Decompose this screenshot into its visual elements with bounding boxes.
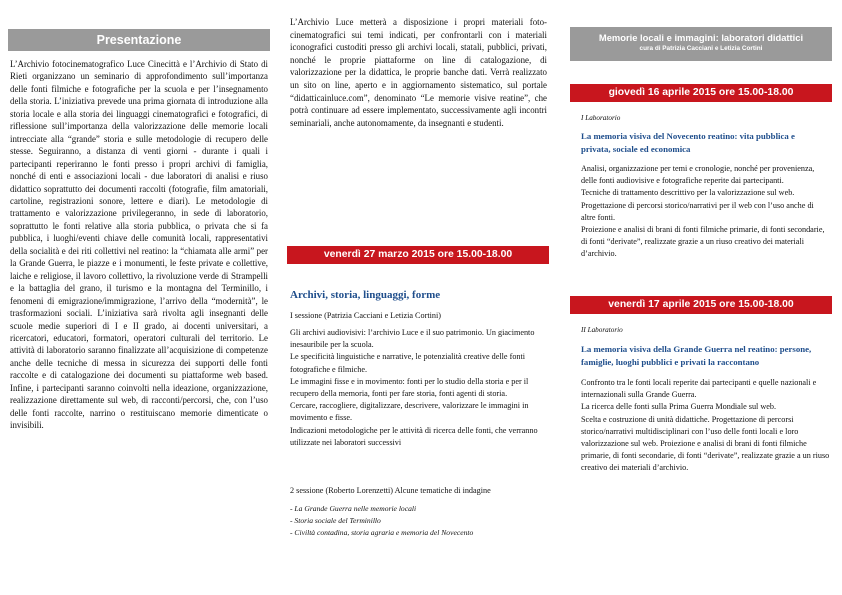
lab-1-description (581, 163, 830, 261)
paragraph: La ricerca delle fonti sulla Prima Guerra Mondiale sul web. (581, 402, 777, 412)
presentazione-body: L’Archivio fotocinematografico Luce Cinecittà e l’Archivio di Stato di Rieti organizzano un seminario di approfondimento sull’importanza delle fonti filmiche e fotografiche per la scuola e per l’insegnamento della storia. L’iniziativa prevede una prima giornata di introduzione alla storia locale e alla storia dei linguaggi cinematografici e fotografici, di riflessione sull’importanza della valorizzazione delle memorie locali intrecciate alla “grande” storia e sulle metodologie di recupero delle stesse. Seguiranno, a distanza di venti giorni - durante i quali i partecipanti reperiranno le fonti presso i propri archivi di famiglia, nonché di enti e associazioni locali - due laboratori di analisi e riuso didattico soprattutto dei documenti raccolti (fotografie, film amatoriali, cartoline, registrazioni sonore, lettere e diari). Le metodologie di trattamento e valorizzazione privilegeranno, in sede di laboratorio, soprattutto le fonti relative alla storia pubblica, o privata che si fa pubblica, i luoghi/eventi chiave delle comunità locali, rappresentativi della socialità e dei riti collettivi nel reatino: la “chiamata alle armi” per la Grande Guerra, le piazze e i monumenti, le feste private e collettive, laiche e religiose, il lavoro collettivo, la rivoluzione verde di Strampelli e la battaglia del grano, il turismo e la montagna del Terminillo, i fenomeni di emigrazione/immigrazione, l’arrivo della “modernità”, le trasformazioni sociali. L’iniziativa sarà rivolta agli insegnanti delle scuole medie superiori di I e II grado, ai docenti universitari, a ricercatori, educatori, formatori, operatori culturali del territorio. Le attività di laboratorio saranno finalizzate all’acquisizione di competenze anche delle tecniche di messa in sicurezza dei supporti delle fonti raccolte e di catalogazione dei documenti su piattaforme web based. Infine, i partecipanti saranno coinvolti nella ideazione, organizzazione, realizzazione direttamente sul web, di racconti/percorsi, che, con l’uso delle fonti raccolte, narrino o restituiscano memorie dimenticate o invisibili. (10, 59, 268, 431)
date-banner-27-marzo (287, 246, 549, 264)
paragraph: Scelta e costruzione di unità didattiche. Progettazione di percorsi storico/narrativi multidisciplinari con l’uso delle fonti locali e loro valorizzazione sul web. Proiezione e analisi di brani di fonti filmiche primarie, di fonti secondarie, di fonti “derivate”, realizzate grazie a un riuso creativo dei materiali d’archivio. (581, 414, 830, 473)
session-1-label: I sessione (Patrizia Cacciani e Letizia Cortini) (290, 311, 441, 320)
lab-2-label: II Laboratorio (581, 326, 623, 334)
presentazione-header (8, 29, 270, 51)
session-1-items (290, 327, 552, 449)
list-item: - Civiltà contadina, storia agraria e memoria del Novecento (290, 528, 474, 537)
laboratori-header (570, 27, 832, 61)
paragraph: Proiezione e analisi di brani di fonti filmiche primarie, di fonti secondarie, di fonti “derivate”, realizzate grazie a un riuso creativo dei materiali d’archivio. (581, 225, 825, 259)
lab-1-label: I Laboratorio (581, 114, 621, 122)
date-banner-text: venerdì 17 aprile 2015 ore 15.00-18.00 (608, 299, 794, 310)
lab-2-description (581, 377, 830, 475)
list-item: Le specificità linguistiche e narrative, le potenzialità creative delle fonti fotografiche e filmiche. (290, 352, 526, 374)
laboratori-header-title: Memorie locali e immagini: laboratori didattici (598, 32, 804, 43)
list-item: Cercare, raccogliere, digitalizzare, descrivere, valorizzare le immagini in movimento e fisse. (290, 401, 529, 423)
lab-2-title: La memoria visiva della Grande Guerra nel reatino: persone, famiglie, luoghi pubblici e privati la raccontano (581, 344, 812, 367)
list-item: Indicazioni metodologiche per le attività di ricerca delle fonti, che verranno utilizzate nei laboratori successivi (290, 425, 538, 447)
date-banner-text: venerdì 27 marzo 2015 ore 15.00-18.00 (323, 249, 513, 260)
list-item: Gli archivi audiovisivi: l’archivio Luce e il suo patrimonio. Un giacimento inesauribile per la scuola. (290, 328, 535, 350)
date-banner-16-aprile (570, 84, 832, 102)
session-2-label: 2 sessione (Roberto Lorenzetti) Alcune tematiche di indagine (290, 486, 491, 495)
list-item: - Storia sociale del Terminillo (290, 516, 381, 525)
archivio-luce-intro: L’Archivio Luce metterà a disposizione i propri materiali foto-cinematografici sui temi indicati, per confrontarli con i materiali iconografici custoditi presso gli archivi locali, statali, pubblici, privati, nonché le proprie piattaforme on line di catalogazione, di valorizzazione per la didattica, le proprie banche dati. Verrà realizzato un sito on line, aperto e in aggiornamento sistematico, sul portale “didatticainluce.com”, denominato “Le memorie visive reatine”, che potrà continuare ad essere implementato, successivamente agli incontri seminariali, anche autonomamente, da insegnanti e studenti. (290, 17, 547, 128)
paragraph: Tecniche di trattamento descrittivo per la valorizzazione sul web. Progettazione di percorsi storico/narrativi per il web con l’uso anche di altre fonti. (581, 188, 814, 222)
lab-1-title: La memoria visiva del Novecento reatino: vita pubblica e privata, sociale ed economica (581, 131, 795, 154)
date-banner-text: giovedì 16 aprile 2015 ore 15.00-18.00 (608, 87, 794, 98)
laboratori-header-subtitle: cura di Patrizia Cacciani e Letizia Cortini (639, 45, 763, 52)
list-item: - La Grande Guerra nelle memorie locali (290, 504, 417, 513)
section-title: Archivi, storia, linguaggi, forme (290, 289, 441, 301)
session-2-topics (290, 503, 552, 539)
date-banner-17-aprile (570, 296, 832, 314)
presentazione-title: Presentazione (96, 33, 182, 47)
list-item: Le immagini fisse e in movimento: fonti per lo studio della storia e per il recupero della memoria, fonti per fare storia, fonti agenti di storia. (290, 376, 529, 399)
paragraph: Analisi, organizzazione per temi e cronologie, nonché per provenienza, delle fonti audiovisive e fotografiche reperite dai partecipanti. (581, 164, 815, 186)
paragraph: Confronto tra le fonti locali reperite dai partecipanti e quelle nazionali e internazionali sulla Grande Guerra. (581, 378, 817, 400)
